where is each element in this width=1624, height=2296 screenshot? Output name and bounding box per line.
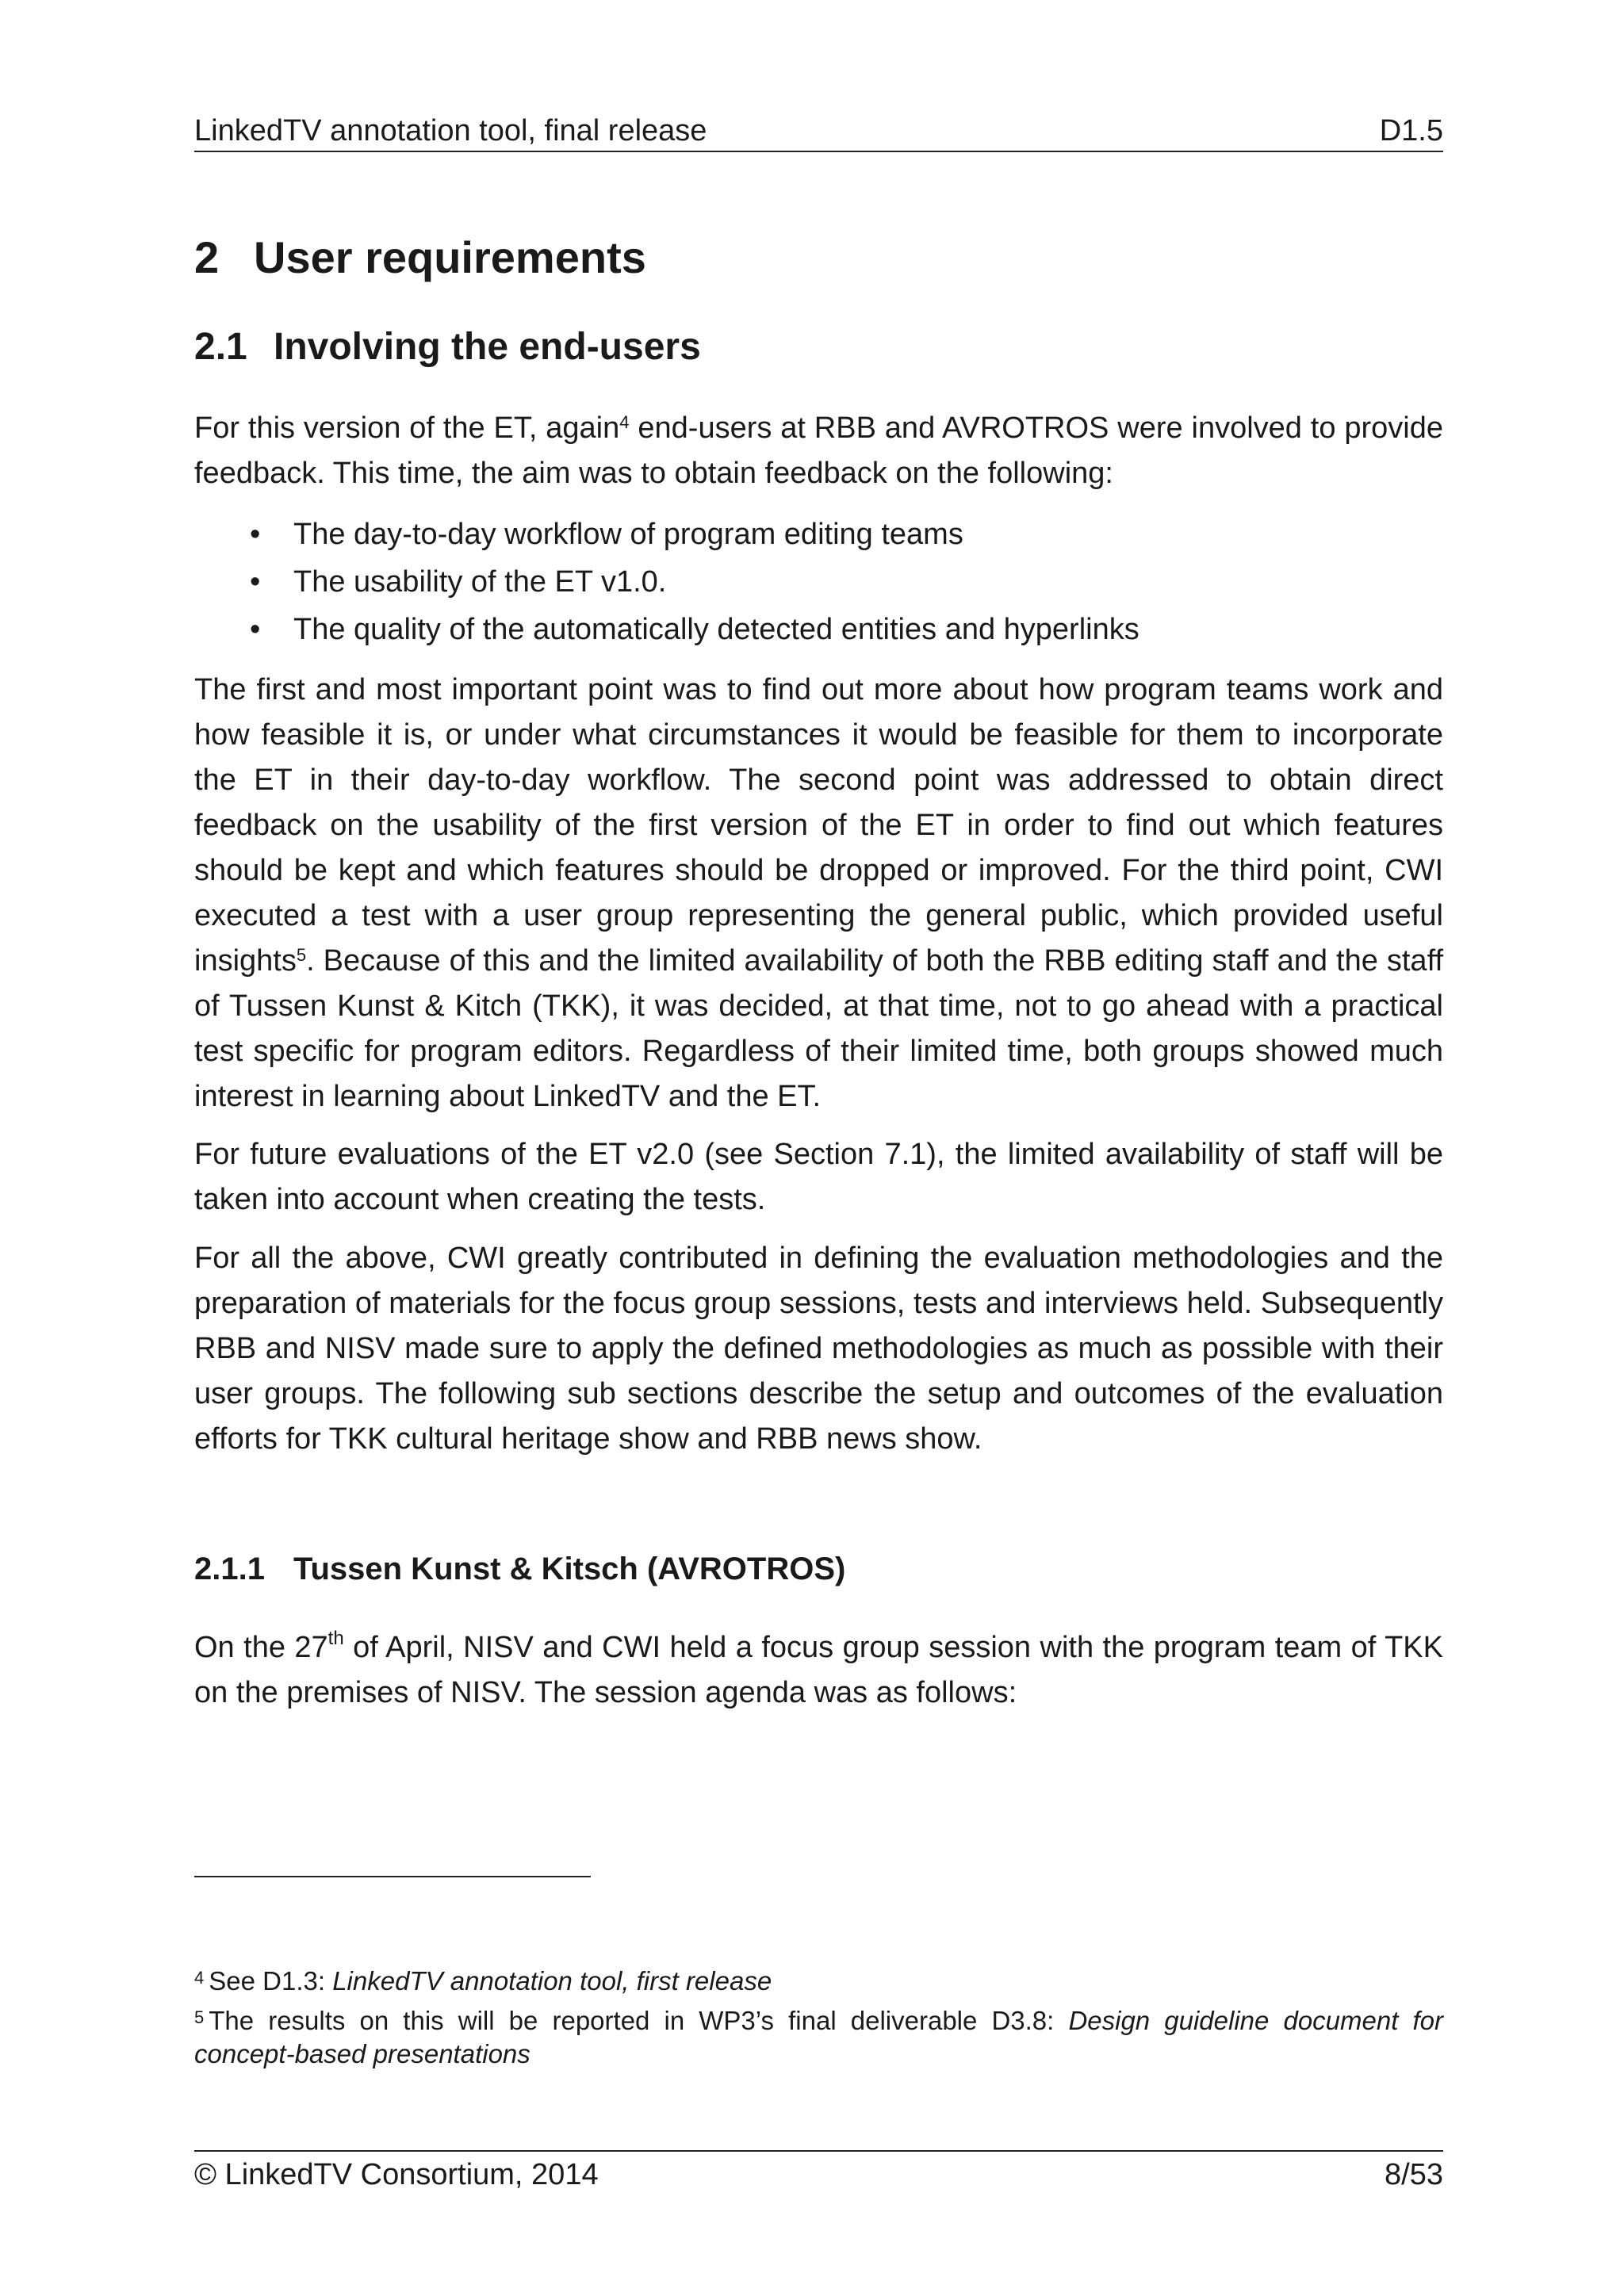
bullet-list bbox=[194, 511, 1443, 653]
intro-paragraph bbox=[194, 406, 1443, 496]
footnote-5 bbox=[194, 2004, 1443, 2071]
page-number: 8/53 bbox=[1385, 2158, 1443, 2191]
footnote-text: See D1.3: bbox=[209, 1966, 333, 1996]
intro-text-end: end-users at RBB and AVROTROS were involved to provide feedback. This time, the aim was to obtain feedback on the following: bbox=[194, 411, 1443, 490]
document-page bbox=[194, 0, 1443, 2296]
footnote-citation: LinkedTV annotation tool, first release bbox=[332, 1966, 772, 1996]
paragraph-1 bbox=[194, 668, 1443, 1119]
paragraph-2: For future evaluations of the ET v2.0 (see Section 7.1), the limited availability of staff will be taken into account when creating the tests. bbox=[194, 1138, 1443, 1216]
intro-text-start: For this version of the ET, again bbox=[194, 411, 620, 445]
subsubsection-heading bbox=[194, 1548, 845, 1591]
footnote-citation: Design guideline document for concept-based presentations bbox=[194, 2006, 1443, 2068]
para1-text-end: . Because of this and the limited availability of both the RBB editing staff and the staff of Tussen Kunst & Kitch (TKK), it was decided, at that time, not to go ahead with a practical test specific for program editors. Regardless of their limited time, both groups showed much interest in learning about LinkedTV and the ET. bbox=[194, 944, 1443, 1113]
list-item bbox=[194, 511, 1443, 558]
list-item bbox=[194, 558, 1443, 606]
footnote-ref-4[interactable]: 4 bbox=[619, 412, 630, 432]
list-item bbox=[194, 606, 1443, 653]
para1-text-start: The first and most important point was to find out more about how program teams work and how feasible it is, or under what circumstances it would be feasible for them to incorporate the ET in their day-to-day workflow. The second point was addressed to obtain direct feedback on the usability of the first version of the ET in order to find out which features should be kept and which features should be dropped or improved. For the third point, CWI executed a test with a user group representing the general public, which provided useful insights bbox=[194, 673, 1443, 978]
header-title: LinkedTV annotation tool, final release bbox=[194, 114, 707, 147]
list-item-text: The day-to-day workflow of program editing teams bbox=[293, 518, 963, 551]
subsection-title: Involving the end-users bbox=[274, 326, 701, 368]
subsection-heading bbox=[194, 323, 701, 371]
subsection-number: 2.1 bbox=[194, 326, 247, 368]
footnote-ref-5[interactable]: 5 bbox=[296, 945, 307, 965]
page-header bbox=[194, 111, 1443, 152]
page-footer bbox=[194, 2150, 1443, 2191]
ordinal-suffix: th bbox=[327, 1628, 344, 1649]
list-item-text: The usability of the ET v1.0. bbox=[293, 565, 667, 599]
paragraph-4 bbox=[194, 1625, 1443, 1716]
footer-copyright: © LinkedTV Consortium, 2014 bbox=[194, 2158, 599, 2191]
header-doc-id: D1.5 bbox=[1379, 114, 1443, 147]
section-heading bbox=[194, 230, 646, 285]
subsubsection-title: Tussen Kunst & Kitsch (AVROTROS) bbox=[293, 1552, 846, 1586]
paragraph-3: For all the above, CWI greatly contributed in defining the evaluation methodologies and the preparation of materials for the focus group sessions, tests and interviews held. Subsequently RBB and NISV made sure to apply the defined methodologies as much as possible with their user groups. The following sub sections describe the setup and outcomes of the evaluation efforts for TKK cultural heritage show and RBB news show. bbox=[194, 1242, 1443, 1456]
bullet-icon: • bbox=[250, 613, 261, 646]
bullet-icon: • bbox=[250, 565, 261, 599]
list-item-text: The quality of the automatically detected entities and hyperlinks bbox=[293, 613, 1139, 646]
footnote-4 bbox=[194, 1965, 1443, 1998]
para4-text-start: On the 27 bbox=[194, 1631, 328, 1664]
footnote-divider bbox=[194, 1876, 591, 1877]
section-title: User requirements bbox=[254, 232, 646, 282]
section-number: 2 bbox=[194, 232, 220, 282]
subsubsection-number: 2.1.1 bbox=[194, 1552, 265, 1586]
footnote-text: The results on this will be reported in WP3’s final deliverable D3.8: bbox=[209, 2006, 1069, 2035]
footnote-mark: 5 bbox=[194, 2007, 205, 2027]
para4-text-end: of April, NISV and CWI held a focus group session with the program team of TKK on the premises of NISV. The session agenda was as follows: bbox=[194, 1631, 1443, 1709]
bullet-icon: • bbox=[250, 518, 261, 551]
footnote-mark: 4 bbox=[194, 1968, 205, 1988]
